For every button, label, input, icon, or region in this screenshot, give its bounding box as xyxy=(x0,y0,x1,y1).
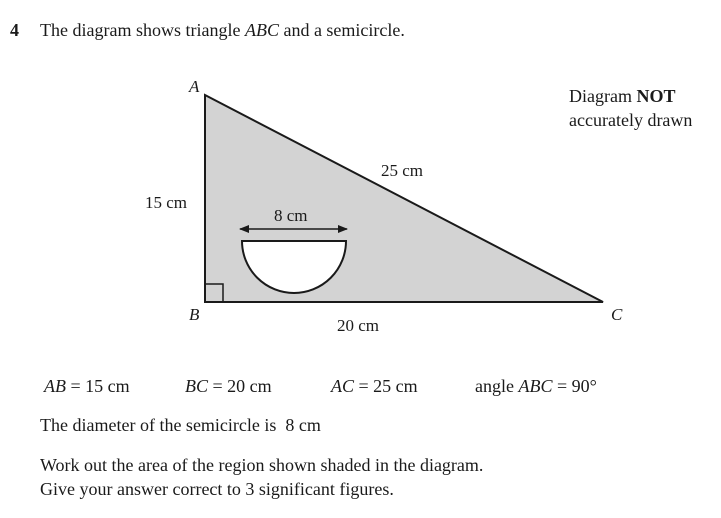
diameter-sentence: The diameter of the semicircle is 8 cm xyxy=(40,415,321,435)
side-ac-label: 25 cm xyxy=(381,161,424,180)
vertex-b-label: B xyxy=(189,305,200,324)
fact-bc-val: = 20 cm xyxy=(208,376,272,396)
vertex-a-label: A xyxy=(189,77,200,96)
intro-triangle-name: ABC xyxy=(244,20,279,40)
vertex-c-label: C xyxy=(611,305,623,324)
instruction-line-1: Work out the area of the region shown shaded in the diagram. xyxy=(40,455,484,475)
note-prefix: Diagram xyxy=(569,86,637,106)
side-ab-label: 15 cm xyxy=(145,193,188,212)
note-bold: NOT xyxy=(636,86,676,106)
fact-ab xyxy=(44,376,130,397)
question-number: 4 xyxy=(10,20,19,40)
fact-bc xyxy=(185,376,272,397)
diameter-label: 8 cm xyxy=(274,206,308,225)
fact-ac-var: AC xyxy=(331,376,355,396)
fact-bc-var: BC xyxy=(185,376,209,396)
fact-ac-val: = 25 cm xyxy=(354,376,418,396)
note-line-2: accurately drawn xyxy=(569,110,693,130)
intro-after: and a semicircle. xyxy=(278,20,405,40)
fact-ab-val: = 15 cm xyxy=(66,376,130,396)
fact-ab-var: AB xyxy=(44,376,66,396)
side-bc-label: 20 cm xyxy=(337,316,380,335)
fact-angle-prefix: angle xyxy=(475,376,519,396)
fact-angle-var: ABC xyxy=(518,376,553,396)
instruction-line-2: Give your answer correct to 3 significant figures. xyxy=(40,479,394,499)
fact-angle xyxy=(475,376,597,397)
fact-angle-val: = 90° xyxy=(552,376,597,396)
fact-ac xyxy=(331,376,418,397)
intro-before: The diagram shows triangle xyxy=(40,20,245,40)
